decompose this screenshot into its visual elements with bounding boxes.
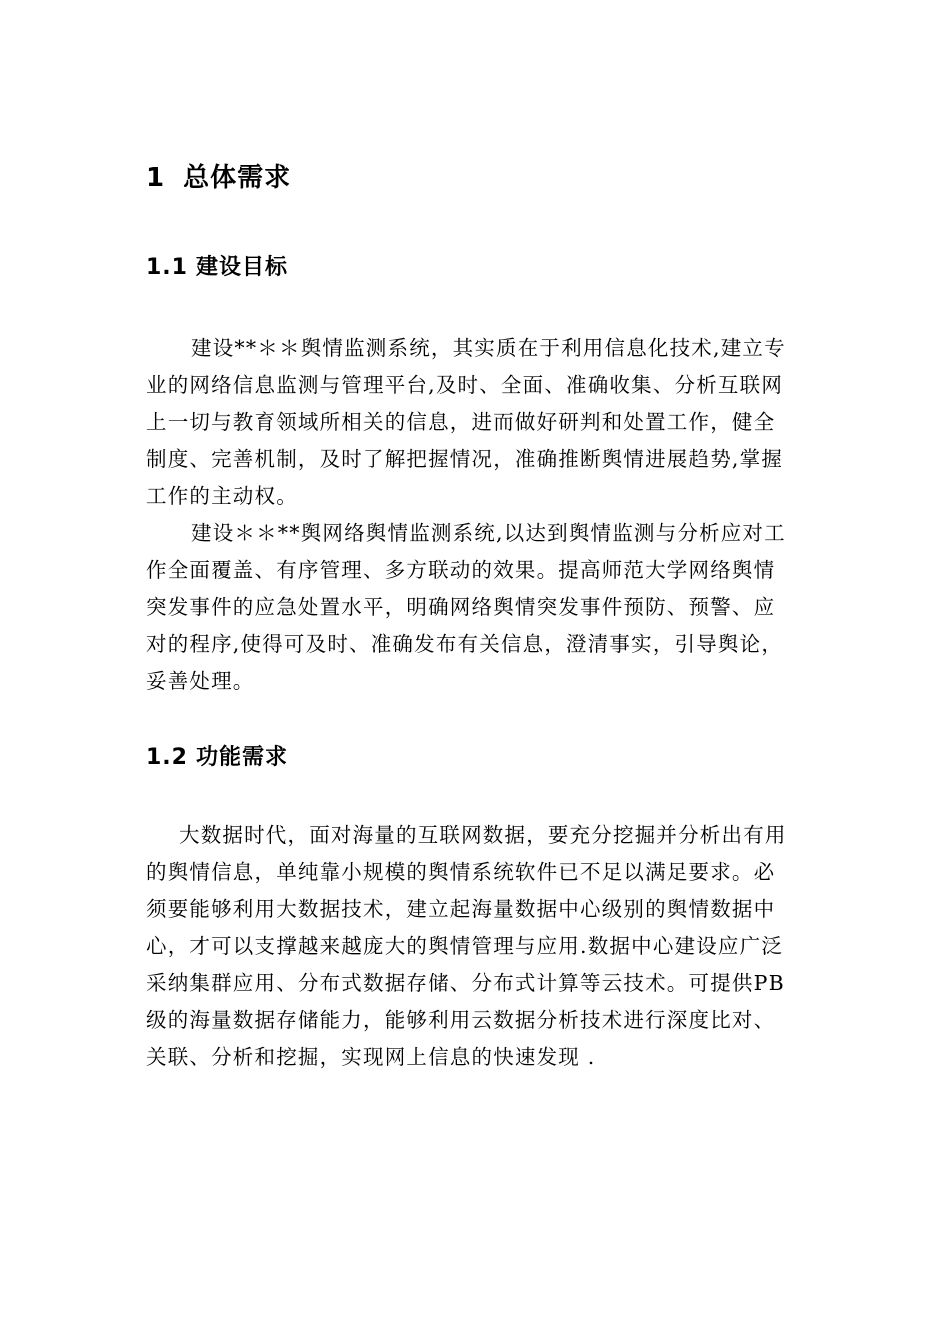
text-line: 建设＊＊**舆网络舆情监测系统,以达到舆情监测与分析应对工 [191, 521, 786, 545]
text-line: 作全面覆盖、有序管理、多方联动的效果。提高师范大学网络舆情 [146, 558, 776, 582]
text-line: 须要能够利用大数据技术，建立起海量数据中心级别的舆情数据中 [146, 897, 776, 921]
text-line: 对的程序,使得可及时、准确发布有关信息，澄清事实，引导舆论， [146, 632, 784, 656]
text-line: 突发事件的应急处置水平，明确网络舆情突发事件预防、预警、应 [146, 595, 776, 619]
paragraph-1-1-a [146, 330, 810, 515]
heading-1-title: 总体需求 [183, 163, 292, 193]
text-line: 业的网络信息监测与管理平台,及时、全面、准确收集、分析互联网 [146, 373, 784, 397]
text-line: 建设**＊＊舆情监测系统，其实质在于利用信息化技术,建立专 [191, 336, 786, 360]
text-line: 的舆情信息，单纯靠小规模的舆情系统软件已不足以满足要求。必 [146, 860, 776, 884]
text-line: 工作的主动权。 [146, 484, 298, 508]
heading-section-1-2 [146, 740, 288, 776]
heading-1 [146, 158, 291, 198]
text-line: 制度、完善机制，及时了解把握情况，准确推断舆情进展趋势,掌握 [146, 447, 784, 471]
section-1-2-title: 功能需求 [195, 745, 288, 770]
paragraph-1-2-a [146, 817, 810, 1076]
text-line: 心，才可以支撑越来越庞大的舆情管理与应用.数据中心建设应广泛 [146, 934, 784, 958]
paragraph-1-1-b [146, 515, 810, 700]
section-1-1-number: 1.1 [146, 255, 188, 280]
text-line: 级的海量数据存储能力，能够利用云数据分析技术进行深度比对、 [146, 1008, 776, 1032]
section-1-1-title: 建设目标 [195, 255, 288, 280]
text-line: 采纳集群应用、分布式数据存储、分布式计算等云技术。可提供PB [146, 971, 785, 995]
text-line: 关联、分析和挖掘，实现网上信息的快速发现 . [146, 1045, 596, 1069]
text-line: 上一切与教育领域所相关的信息，进而做好研判和处置工作，健全 [146, 410, 776, 434]
heading-1-number: 1 [146, 163, 166, 193]
text-line: 妥善处理。 [146, 669, 255, 693]
text-line: 大数据时代，面对海量的互联网数据，要充分挖掘并分析出有用 [179, 823, 787, 847]
section-1-2-number: 1.2 [146, 745, 188, 770]
heading-section-1-1 [146, 250, 288, 286]
